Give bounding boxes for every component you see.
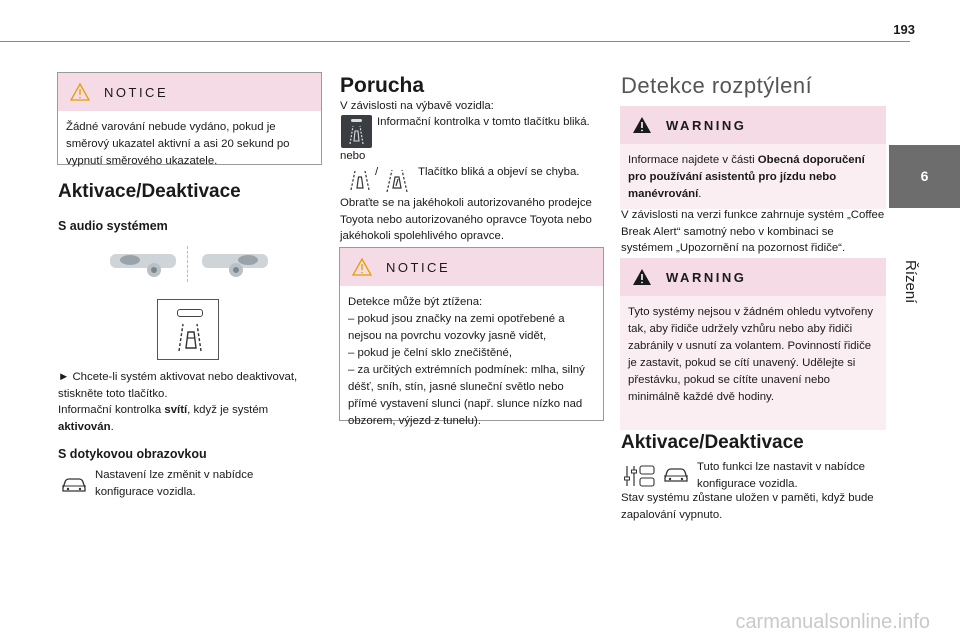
section-heading-fault: Porucha: [340, 74, 425, 97]
subheading-touchscreen: S dotykovou obrazovkou: [58, 447, 207, 461]
wheel-separator: [187, 246, 189, 282]
fault-line1: Informační kontrolka v tomto tlačítku bliká.: [377, 116, 590, 128]
notice-line: Detekce může být ztížena:: [348, 296, 483, 308]
car-settings-icon: [60, 476, 88, 494]
notice-header: [58, 73, 321, 111]
indicator-lit-text: Informační kontrolka svítí, když je systém aktivován.: [58, 404, 269, 433]
warning-box-1: [620, 106, 886, 200]
warning-text: Informace najdete v části Obecná doporučení pro používání asistentů pro jízdu nebo manévrování.: [620, 144, 886, 209]
fault-line2: Tlačítko bliká a objeví se chyba.: [418, 166, 580, 178]
page-number: 193: [893, 22, 915, 37]
notice-line: – pokud jsou značky na zemi opotřebené a nejsou na povrchu vozovky jasně vidět,: [348, 313, 565, 342]
lane-error-icon: [384, 166, 410, 194]
notice-label: NOTICE: [386, 259, 451, 275]
notice-text-2: [340, 286, 603, 436]
notice-header-2: [340, 248, 603, 286]
memory-text: Stav systému zůstane uložen v paměti, když bude zapalování vypnuto.: [621, 492, 874, 521]
car-settings-icon: [662, 466, 690, 484]
warning-box-2: [620, 258, 886, 416]
warning-header-2: [620, 258, 886, 296]
notice-text: Žádné varování nebude vydáno, pokud je směrový ukazatel aktivní a asi 20 sekund po vypnutí směrového ukazatele.: [66, 121, 290, 167]
notice-box-2: [339, 247, 604, 427]
chapter-tab[interactable]: 6: [889, 145, 960, 208]
touchscreen-text: Nastavení lze změnit v nabídce konfigurace vozidla.: [95, 469, 254, 498]
distraction-paragraph: V závislosti na verzi funkce zahrnuje systém „Coffee Break Alert“ samotný nebo v kombinaci se systémem „Upozornění na pozornost řidiče“.: [621, 209, 885, 254]
warning-label: WARNING: [666, 269, 747, 285]
warning-label: WARNING: [666, 117, 747, 133]
notice-line: – za určitých extrémních podmínek: mlha, silný déšť, sníh, stín, jasné sluneční světlo nebo přímé vystavení slunci (např. slunce nízko nad obzorem, výjezd z tunelu).: [348, 364, 585, 427]
instruction-block: [58, 369, 323, 435]
warning-triangle-icon: [632, 116, 652, 134]
lane-button-small-icon: [341, 115, 372, 148]
header-divider: [0, 41, 910, 42]
steering-wheel-left-icon: [108, 250, 180, 284]
fault-intro: V závislosti na výbavě vozidla:: [340, 100, 494, 112]
warning-triangle-icon: [632, 268, 652, 286]
subheading-audio: S audio systémem: [58, 219, 168, 233]
lane-keeping-icon: [176, 322, 204, 352]
watermark: carmanualsonline.info: [735, 611, 930, 633]
chapter-label: Řízení: [902, 260, 919, 304]
lane-button-image[interactable]: [157, 299, 219, 360]
steering-wheel-right-icon: [196, 250, 272, 284]
instruction-press: ► Chcete-li systém aktivovat nebo deaktivovat, stiskněte toto tlačítko.: [58, 371, 298, 400]
icon-slash: /: [375, 166, 379, 178]
warning-header: [620, 106, 886, 144]
activation-text: Tuto funkci lze nastavit v nabídce konfigurace vozidla.: [697, 461, 865, 490]
notice-line: – pokud je čelní sklo znečištěné,: [348, 347, 512, 359]
section-heading-activation-2: Aktivace/Deaktivace: [621, 432, 804, 453]
lane-warning-outline-icon: [348, 168, 372, 192]
notice-triangle-icon: [352, 258, 372, 276]
notice-label: NOTICE: [104, 84, 169, 100]
fault-contact: Obraťte se na jakéhokoli autorizovaného prodejce Toyota nebo autorizovaného opravce Toyota nebo jakéhokoli spolehlivého opravce.: [340, 197, 592, 242]
fault-or: nebo: [340, 150, 366, 162]
section-heading-distraction: Detekce rozptýlení: [621, 73, 813, 98]
notice-triangle-icon: [70, 83, 90, 101]
section-heading-activation: Aktivace/Deaktivace: [58, 181, 241, 202]
notice-box-1: [57, 72, 322, 165]
warning-text-2: Tyto systémy nejsou v žádném ohledu vytvořeny tak, aby řidiče udržely vzhůru nebo aby řidiči zabránily v usnutí za volantem. Povinností řidiče je zastavit, pokud se cítí unavený. Udělejte si přestávku, pokud se cítíte unavení nebo minimálně každé dvě hodiny.: [620, 296, 886, 430]
settings-sliders-icon: [623, 464, 657, 488]
